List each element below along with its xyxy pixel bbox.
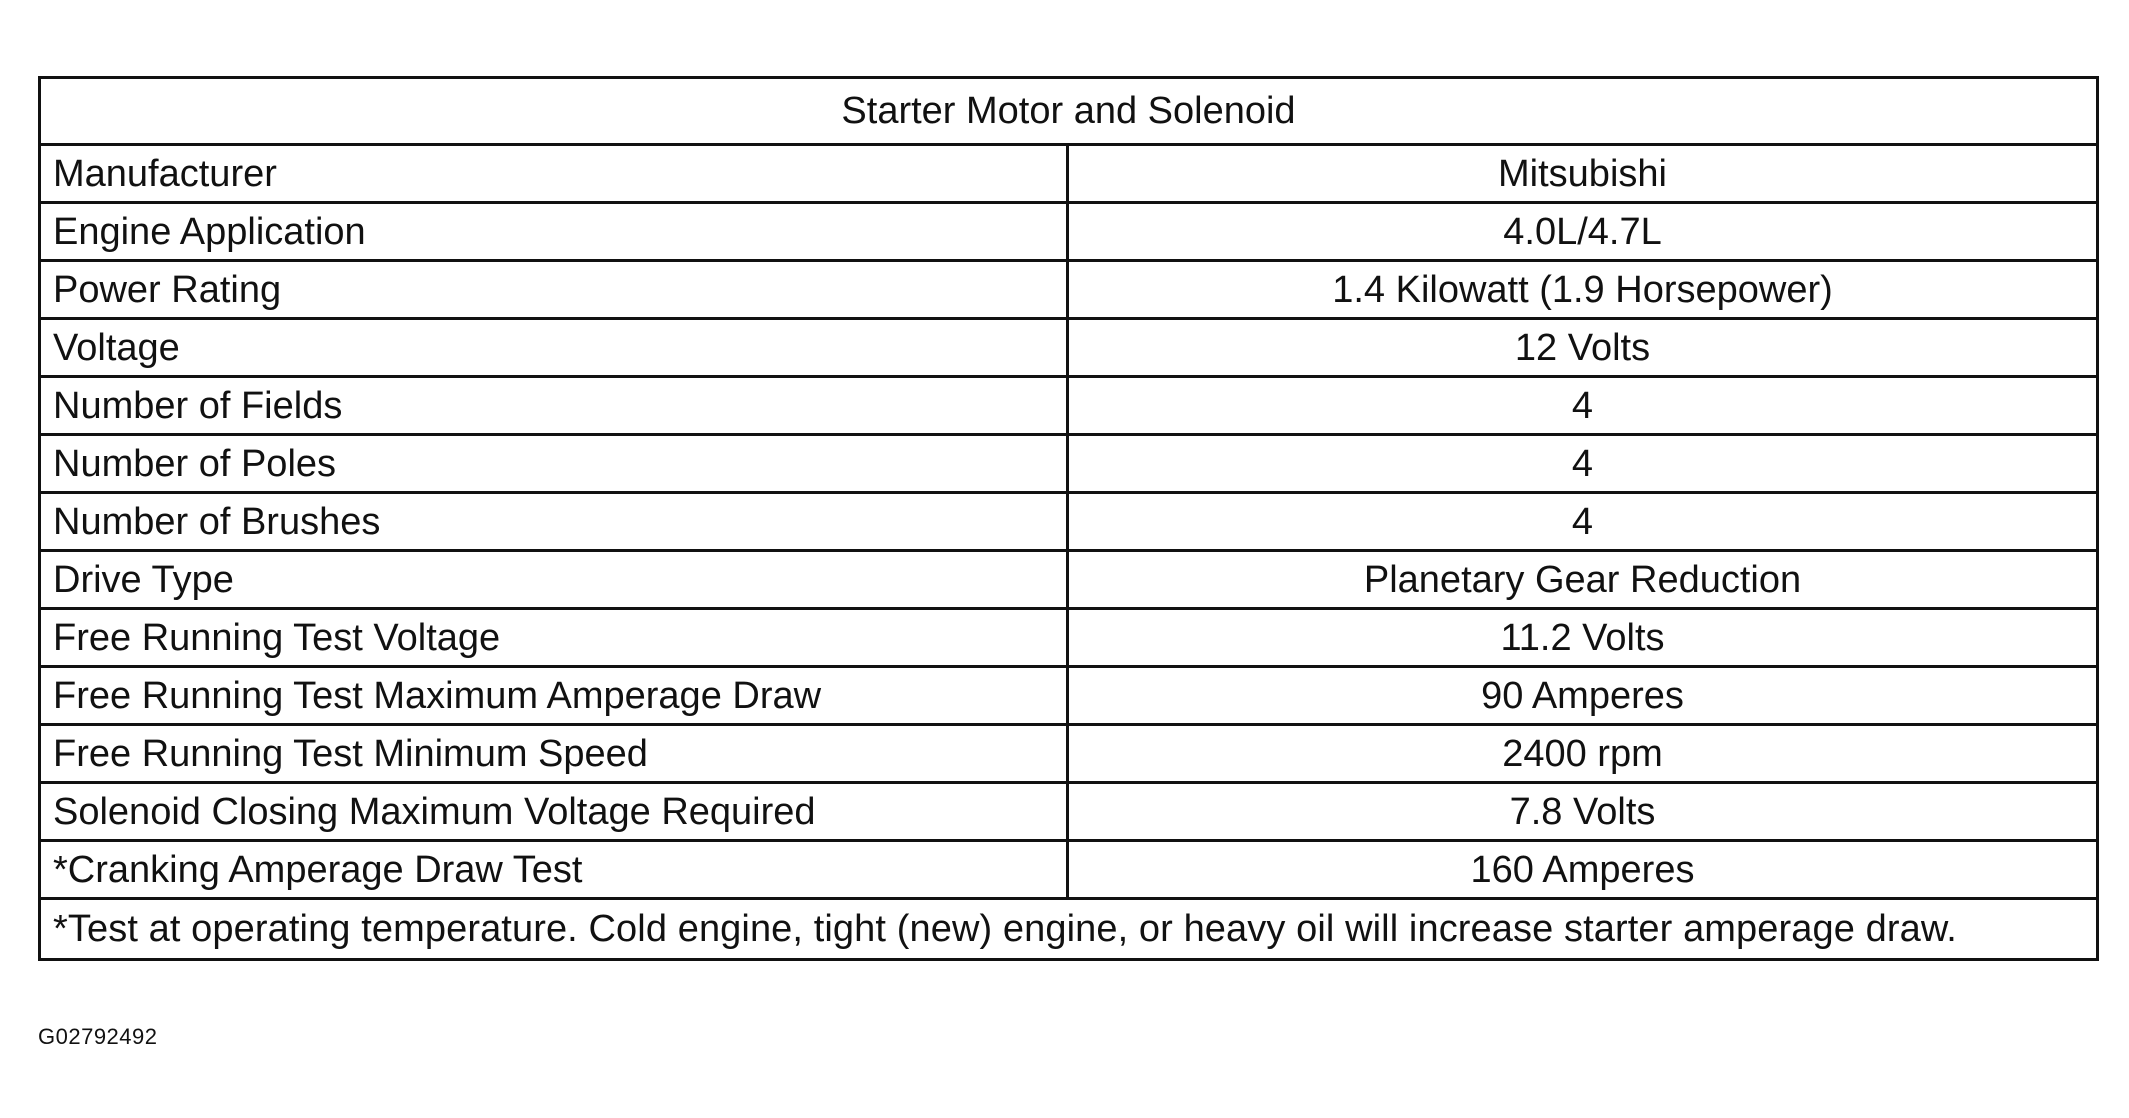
- table-title: Starter Motor and Solenoid: [40, 78, 2098, 145]
- row-label: Manufacturer: [40, 145, 1068, 203]
- row-value: 90 Amperes: [1068, 667, 2098, 725]
- table-row: [40, 203, 2098, 261]
- row-value: 4: [1068, 493, 2098, 551]
- row-label: Power Rating: [40, 261, 1068, 319]
- table-footnote-row: [40, 899, 2098, 960]
- row-value: 2400 rpm: [1068, 725, 2098, 783]
- row-value: Planetary Gear Reduction: [1068, 551, 2098, 609]
- starter-spec-table: [38, 76, 2099, 961]
- row-value: 7.8 Volts: [1068, 783, 2098, 841]
- table-row: [40, 145, 2098, 203]
- table-row: [40, 667, 2098, 725]
- row-label: Engine Application: [40, 203, 1068, 261]
- table-row: [40, 261, 2098, 319]
- table-row: [40, 783, 2098, 841]
- table-row: [40, 725, 2098, 783]
- row-label: *Cranking Amperage Draw Test: [40, 841, 1068, 899]
- row-label: Number of Fields: [40, 377, 1068, 435]
- row-label: Free Running Test Maximum Amperage Draw: [40, 667, 1068, 725]
- row-value: 160 Amperes: [1068, 841, 2098, 899]
- table-row: [40, 841, 2098, 899]
- row-value: 1.4 Kilowatt (1.9 Horsepower): [1068, 261, 2098, 319]
- row-value: 12 Volts: [1068, 319, 2098, 377]
- row-label: Free Running Test Minimum Speed: [40, 725, 1068, 783]
- table-row: [40, 377, 2098, 435]
- row-label: Voltage: [40, 319, 1068, 377]
- row-label: Number of Poles: [40, 435, 1068, 493]
- table-title-row: [40, 78, 2098, 145]
- table-row: [40, 493, 2098, 551]
- row-label: Solenoid Closing Maximum Voltage Required: [40, 783, 1068, 841]
- row-value: 4: [1068, 435, 2098, 493]
- row-value: 4.0L/4.7L: [1068, 203, 2098, 261]
- table-row: [40, 435, 2098, 493]
- row-value: 4: [1068, 377, 2098, 435]
- table-footnote: *Test at operating temperature. Cold engine, tight (new) engine, or heavy oil will increase starter amperage draw.: [40, 899, 2098, 960]
- row-value: 11.2 Volts: [1068, 609, 2098, 667]
- figure-id: G02792492: [38, 1024, 158, 1049]
- row-label: Drive Type: [40, 551, 1068, 609]
- row-value: Mitsubishi: [1068, 145, 2098, 203]
- table-row: [40, 551, 2098, 609]
- table-row: [40, 319, 2098, 377]
- row-label: Free Running Test Voltage: [40, 609, 1068, 667]
- table-row: [40, 609, 2098, 667]
- row-label: Number of Brushes: [40, 493, 1068, 551]
